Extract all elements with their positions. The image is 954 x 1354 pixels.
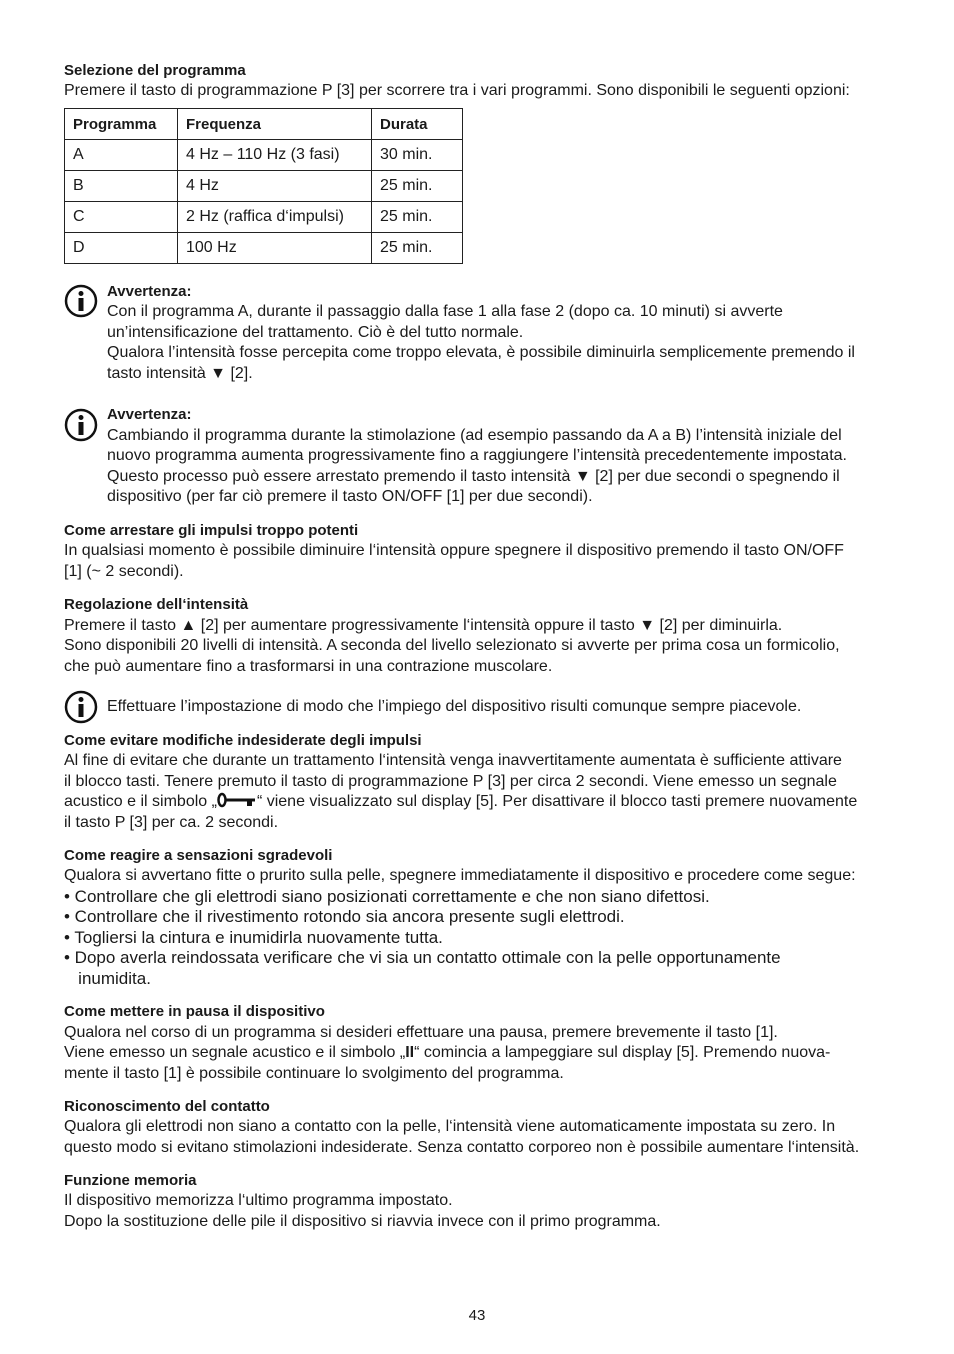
bullet-item: • Controllare che gli elettrodi siano posizionati correttamente e che non siano difettosi. [64,887,710,906]
table-row [65,233,463,264]
text-line: [1] (~ 2 secondi). [64,563,184,580]
cell: 2 Hz (raffica d‘impulsi) [178,202,372,233]
text: “ comincia a lampeggiare sul display [5]. Premendo nuova- [414,1044,831,1061]
text-line: questo modo si evitano stimolazioni indesiderate. Senza contatto corporeo non è possibile aumentare l‘intensità. [64,1139,860,1156]
section-heading: Riconoscimento del contatto [64,1098,270,1115]
table-row [65,171,463,202]
text-line: Qualora gli elettrodi non siano a contatto con la pelle, l‘intensità viene automaticamente impostata su zero. In [64,1118,836,1135]
text-line: un’intensificazione del trattamento. Ciò è del tutto normale. [107,324,524,341]
text: Viene emesso un segnale acustico e il simbolo „ [64,1044,406,1061]
text-line: tasto intensità ▼ [2]. [107,365,253,382]
col-header: Programma [65,109,178,140]
text-line: Premere il tasto di programmazione P [3] per scorrere tra i vari programmi. Sono disponibili le seguenti opzioni: [64,82,850,99]
info-icon [64,690,98,724]
text-line: che può aumentare fino a trasformarsi in una contrazione muscolare. [64,658,553,675]
cell: C [65,202,178,233]
heading-program-selection: Selezione del programma [64,62,246,79]
text-line: il tasto P [3] per ca. 2 secondi. [64,814,279,831]
table-header-row [65,109,463,140]
text-line: Al fine di evitare che durante un trattamento l‘intensità venga inavvertitamente aumentata è sufficiente attivare [64,752,842,769]
text-line: Questo processo può essere arrestato premendo il tasto intensità ▼ [2] per due secondi o spegnendo il [107,468,840,485]
bullet-item: • Controllare che il rivestimento rotondo sia ancora presente sugli elettrodi. [64,907,625,926]
text-line: Cambiando il programma durante la stimolazione (ad esempio passando da A a B) l’intensità iniziale del [107,427,842,444]
text-line: Il dispositivo memorizza l‘ultimo programma impostato. [64,1192,453,1209]
col-header: Frequenza [178,109,372,140]
section-heading: Regolazione dell‘intensità [64,596,249,613]
pause-symbol: II [405,1044,415,1061]
text-line: Con il programma A, durante il passaggio dalla fase 1 alla fase 2 (dopo ca. 10 minuti) si avverte [107,303,783,320]
text-line [64,792,857,812]
cell: 25 min. [372,171,463,202]
section-heading: Come evitare modifiche indesiderate degli impulsi [64,732,422,749]
text-line: dispositivo (per far ciò premere il tasto ON/OFF [1] per due secondi). [107,488,593,505]
col-header: Durata [372,109,463,140]
note-heading: Avvertenza: [107,283,192,300]
bullet-item: • Togliersi la cintura e inumidirla nuovamente tutta. [64,928,443,947]
info-icon [64,408,98,442]
table-row [65,202,463,233]
text-line: Effettuare l’impostazione di modo che l’impiego del dispositivo risulti comunque sempre piacevole. [107,698,802,715]
text-line: Premere il tasto ▲ [2] per aumentare progressivamente l‘intensità oppure il tasto ▼ [2] per diminuirla. [64,617,783,634]
text-line: Dopo la sostituzione delle pile il dispositivo si riavvia invece con il primo programma. [64,1213,661,1230]
text-line: Qualora l’intensità fosse percepita come troppo elevata, è possibile diminuirla semplicemente premendo il [107,344,855,361]
cell: 25 min. [372,233,463,264]
page-number: 43 [468,1307,486,1324]
program-table [64,108,463,264]
text-line: Qualora nel corso di un programma si desideri effettuare una pausa, premere brevemente il tasto [1]. [64,1024,778,1041]
text-line: Sono disponibili 20 livelli di intensità. A seconda del livello selezionato si avverte per prima cosa un formicolio, [64,637,840,654]
cell: 4 Hz [178,171,372,202]
text: “ viene visualizzato sul display [5]. Per disattivare il blocco tasti premere nuovamente [256,793,858,810]
cell: 30 min. [372,140,463,171]
cell: 25 min. [372,202,463,233]
bullet-item-continued: inumidita. [64,969,151,988]
text-line: mente il tasto [1] è possibile continuare lo svolgimento del programma. [64,1065,564,1082]
text-line: nuovo programma aumenta progressivamente fino a raggiungere l’intensità precedentemente impostata. [107,447,847,464]
text-line: Qualora si avvertano fitte o prurito sulla pelle, spegnere immediatamente il dispositivo e procedere come segue: [64,867,856,884]
cell: D [65,233,178,264]
text-line: In qualsiasi momento è possibile diminuire l‘intensità oppure spegnere il dispositivo premendo il tasto ON/OFF [64,542,844,559]
text-line: il blocco tasti. Tenere premuto il tasto di programmazione P [3] per circa 2 secondi. Viene emesso un segnale [64,773,837,790]
cell: 100 Hz [178,233,372,264]
section-heading: Come reagire a sensazioni sgradevoli [64,847,333,864]
text-line [64,1043,830,1063]
section-heading: Come arrestare gli impulsi troppo potenti [64,522,359,539]
cell: 4 Hz – 110 Hz (3 fasi) [178,140,372,171]
note-heading: Avvertenza: [107,406,192,423]
section-heading: Funzione memoria [64,1172,197,1189]
cell: A [65,140,178,171]
bullet-item: • Dopo averla reindossata verificare che vi sia un contatto ottimale con la pelle opportunamente [64,948,781,967]
text: acustico e il simbolo „ [64,793,217,810]
info-icon [64,284,98,318]
table-row [65,140,463,171]
cell: B [65,171,178,202]
section-heading: Come mettere in pausa il dispositivo [64,1003,325,1020]
key-lock-icon [217,792,257,808]
